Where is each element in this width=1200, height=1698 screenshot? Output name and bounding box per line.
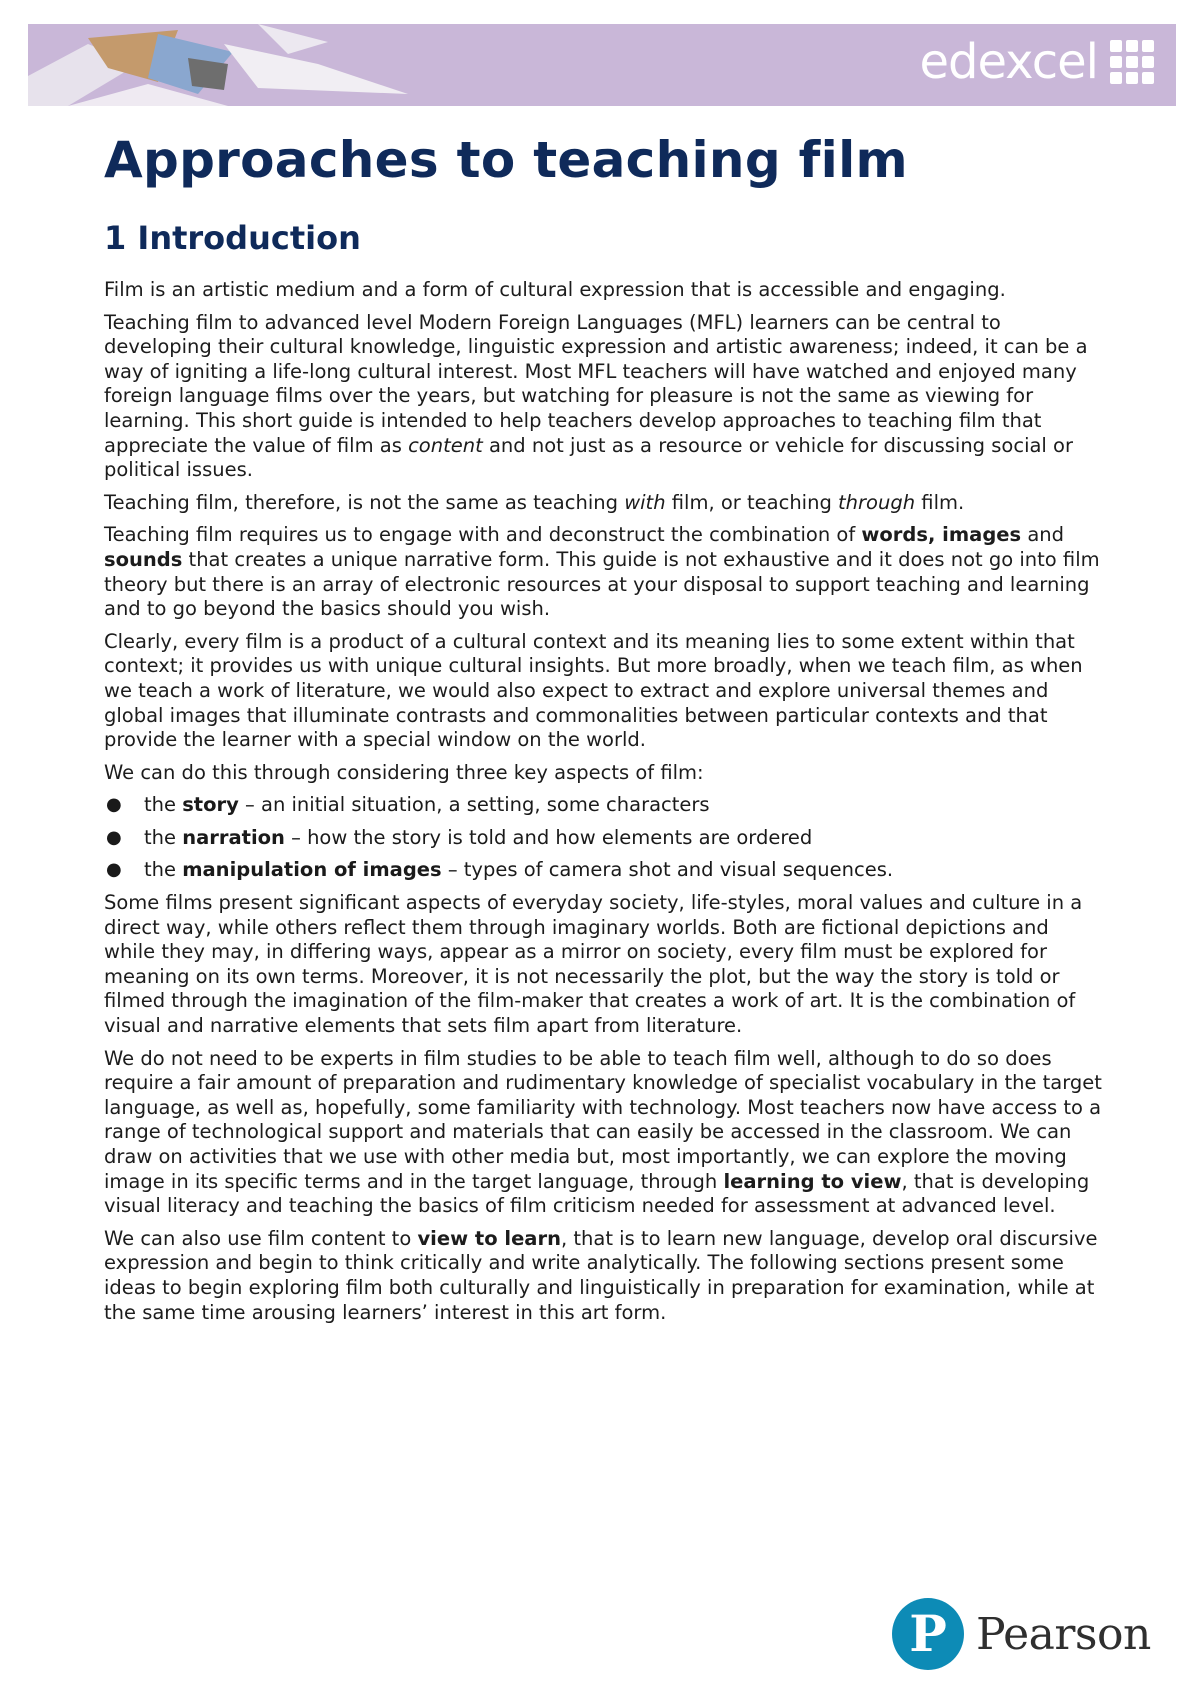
pearson-logo xyxy=(892,1598,1151,1670)
emphasis: content xyxy=(408,433,483,457)
paragraph: Teaching film, therefore, is not the same as teaching with film, or teaching through film. xyxy=(104,490,965,514)
bullet-icon: ● xyxy=(106,826,122,848)
paragraph: Teaching film to advanced level Modern Foreign Languages (MFL) learners can be central to developing their cultural knowledge, linguistic expression and artistic awareness; indeed, it can be a way of igniting a life-long cultural interest. Most MFL teachers will have watched and enjoyed many foreign language films over the years, but watching for pleasure is not the same as viewing for learning. This short guide is intended to help teachers develop approaches to teaching film that appreciate the value of film as content and not just as a resource or vehicle for discussing social or political issues. xyxy=(104,310,1088,482)
paragraph: Clearly, every film is a product of a cultural context and its meaning lies to some extent within that context; it provides us with unique cultural insights. But more broadly, when we teach film, as when we teach a work of literature, we would also expect to extract and explore universal themes and global images that illuminate contrasts and commonalities between particular contexts and that provide the learner with a special window on the world. xyxy=(104,629,1083,752)
bullet-icon: ● xyxy=(106,794,122,816)
origami-graphic xyxy=(28,24,448,106)
section-heading: 1 Introduction xyxy=(104,219,361,257)
paragraph: We can do this through considering three key aspects of film: xyxy=(104,760,704,784)
bullet-icon: ● xyxy=(106,859,122,881)
bold-term: sounds xyxy=(104,547,183,571)
list-item: ● the narration – how the story is told and how elements are ordered xyxy=(106,825,813,849)
list-item: ● the story – an initial situation, a setting, some characters xyxy=(106,793,710,817)
paragraph: We do not need to be experts in film studies to be able to teach film well, although to do so does require a fair amount of preparation and rudimentary knowledge of specialist vocabulary in the target language, as well as, hopefully, some familiarity with technology. Most teachers now have access to a range of technological support and materials that can easily be accessed in the classroom. We can draw on activities that we use with other media but, most importantly, we can explore the moving image in its specific terms and in the target language, through learning to view, that is developing visual literacy and teaching the basics of film criticism needed for assessment at advanced level. xyxy=(104,1046,1102,1218)
edexcel-wordmark: edexcel xyxy=(919,34,1098,90)
paragraph: We can also use film content to view to learn, that is to learn new language, develop oral discursive expression and begin to think critically and write analytically. The following sections present some ideas to begin exploring film both culturally and linguistically in preparation for examination, while at the same time arousing learners’ interest in this art form. xyxy=(104,1226,1098,1324)
bold-term: words, images xyxy=(861,523,1022,547)
paragraph: Film is an artistic medium and a form of cultural expression that is accessible and engaging. xyxy=(104,278,1006,301)
page-title: Approaches to teaching film xyxy=(104,131,908,189)
list-item: ● the manipulation of images – types of camera shot and visual sequences. xyxy=(106,858,894,882)
pearson-wordmark: Pearson xyxy=(976,1608,1151,1660)
header-banner xyxy=(28,24,1176,106)
edexcel-logo xyxy=(919,36,1154,88)
edexcel-grid-icon xyxy=(1110,40,1154,84)
pearson-p-icon: P xyxy=(892,1598,964,1670)
document-body xyxy=(104,128,1104,1333)
paragraph: Some films present significant aspects of everyday society, life-styles, moral values and culture in a direct way, while others reflect them through imaginary worlds. Both are fictional depictions and while they may, in differing ways, appear as a mirror on society, every film must be explored for meaning on its own terms. Moreover, it is not necessarily the plot, but the way the story is told or filmed through the imagination of the film-maker that creates a work of art. It is the combination of visual and narrative elements that sets film apart from literature. xyxy=(104,891,1083,1038)
bold-term: learning to view xyxy=(723,1169,902,1193)
emphasis: with xyxy=(624,490,666,514)
bold-term: view to learn xyxy=(417,1226,561,1250)
emphasis: through xyxy=(838,490,916,514)
paragraph: Teaching film requires us to engage with and deconstruct the combination of words, images and sounds that creates a unique narrative form. This guide is not exhaustive and it does not go into film theory but there is an array of electronic resources at your disposal to support teaching and learning and to go beyond the basics should you wish. xyxy=(104,523,1100,621)
aspects-list xyxy=(104,793,1104,883)
